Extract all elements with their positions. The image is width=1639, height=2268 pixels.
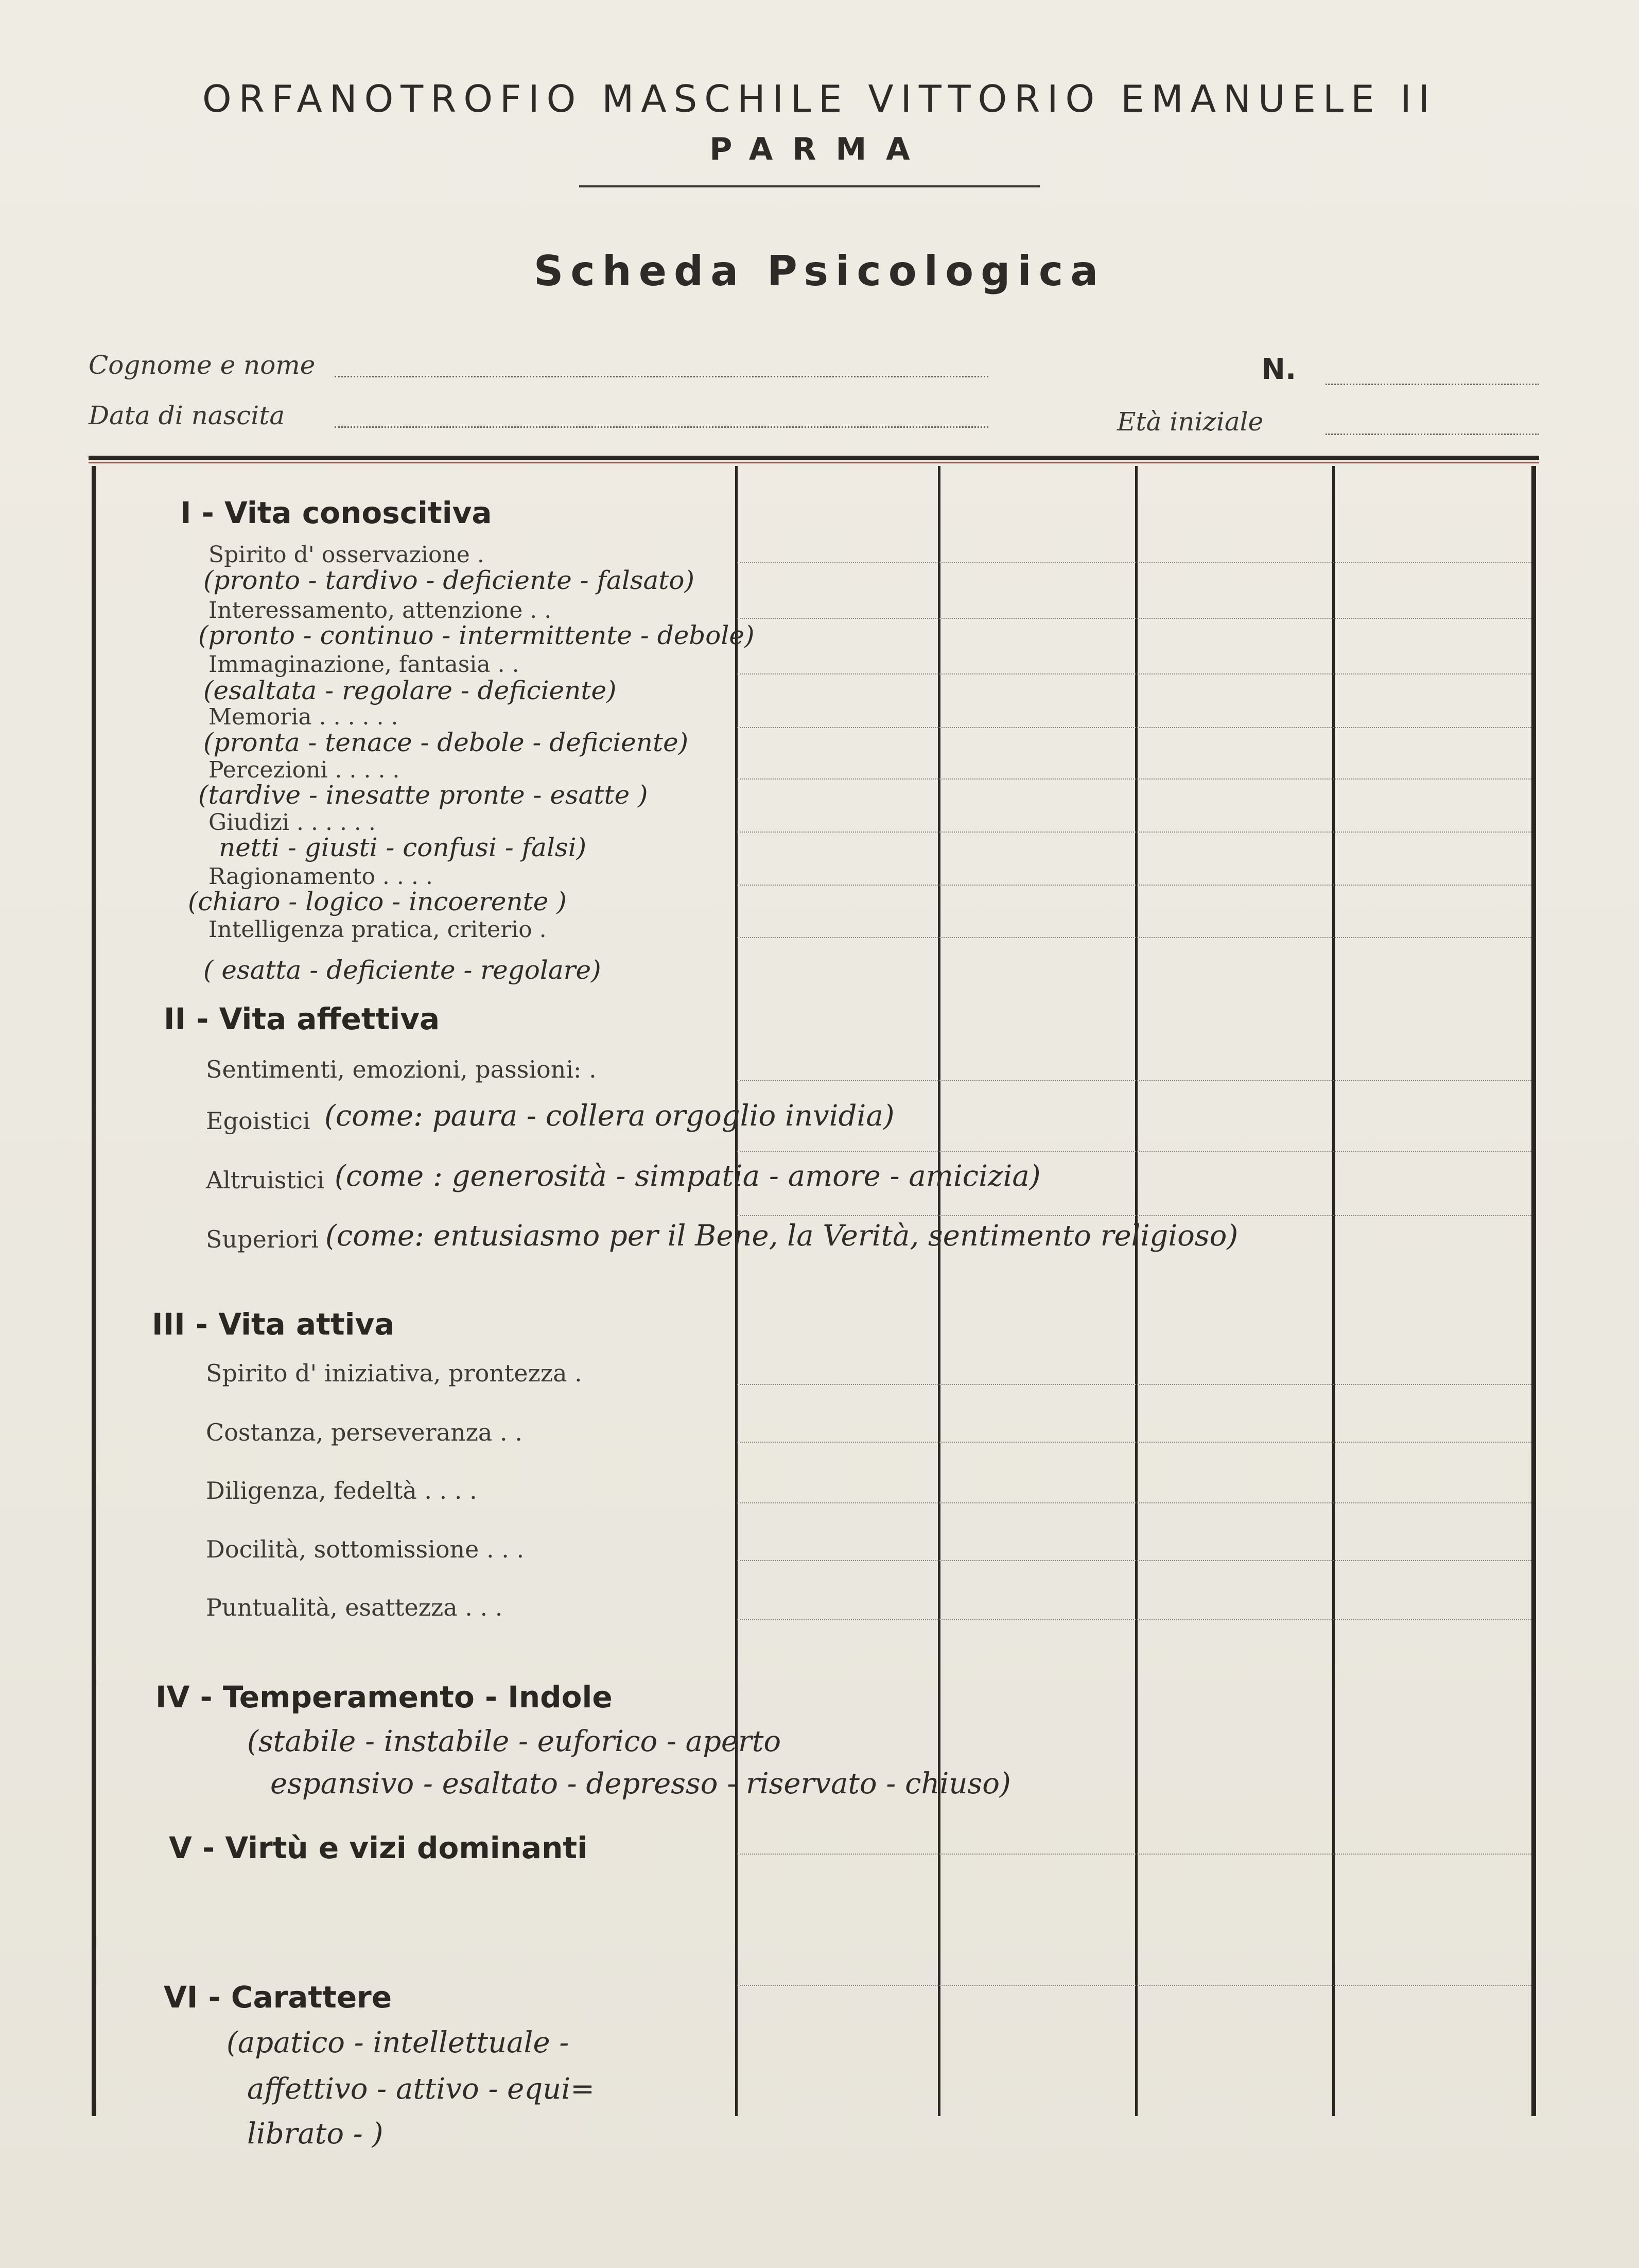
s1-item-label: Percezioni . . . . . [208,757,400,783]
s1-item-label: Memoria . . . . . . [208,704,398,730]
s1-item-note[interactable]: (esaltata - regolare - deficiente) [203,676,617,705]
s1-item-note[interactable]: (tardive - inesatte pronte - esatte ) [198,780,648,810]
section-4-title: IV - Temperamento - Indole [155,1680,613,1715]
row-line [737,618,1531,619]
age-label: Età iniziale [1117,407,1264,437]
section-2-title: II - Vita affettiva [164,1001,440,1036]
s1-item-label: Ragionamento . . . . [208,863,433,890]
s4-note-line-2[interactable]: espansivo - esaltato - depresso - riservato - chiuso) [270,1767,1011,1800]
table-top-border [89,456,1539,460]
row-line [737,832,1531,833]
s4-note-line-1[interactable]: (stabile - instabile - euforico - aperto [247,1725,781,1758]
s3-item-label: Docilità, sottomissione . . . [206,1535,525,1563]
row-line [737,1080,1531,1081]
row-line [737,1985,1531,1986]
row-line [737,885,1531,886]
table-right-border [1531,466,1536,2116]
name-label: Cognome e nome [89,350,316,380]
number-field[interactable] [1326,384,1539,385]
s1-item-note[interactable]: netti - giusti - confusi - falsi) [219,833,587,862]
row-line [737,937,1531,938]
row-line [737,1502,1531,1503]
institution-name: ORFANOTROFIO MASCHILE VITTORIO EMANUELE II [202,77,1437,120]
number-label: N. [1261,353,1297,386]
row-line [737,778,1531,780]
header-rule [579,185,1040,187]
s3-item-label: Spirito d' iniziativa, prontezza . [206,1359,582,1387]
column-divider-4 [1332,466,1335,2116]
column-divider-2 [938,466,940,2116]
s1-item-note[interactable]: (pronta - tenace - debole - deficiente) [203,728,689,757]
column-divider-1 [735,466,738,2116]
row-line [737,1854,1531,1855]
birth-label: Data di nascita [89,401,285,430]
row-line [737,1151,1531,1152]
birth-field[interactable] [335,426,988,428]
row-line [737,673,1531,674]
s2-item-note[interactable]: (come: paura - collera orgoglio invidia) [324,1099,895,1133]
table-left-border [92,466,96,2116]
s2-item-note[interactable]: (come: entusiasmo per il Bene, la Verità, sentimento religioso) [325,1219,1239,1253]
name-field[interactable] [335,376,988,377]
column-divider-3 [1135,466,1138,2116]
row-line [737,727,1531,728]
table-top-accent [89,462,1539,463]
s1-item-label: Spirito d' osservazione . [208,542,484,568]
s1-item-note[interactable]: (pronto - continuo - intermittente - debole) [198,620,755,650]
s2-item-note[interactable]: (come : generosità - simpatia - amore - amicizia) [335,1159,1041,1193]
row-line [737,1384,1531,1385]
s2-item-label: Superiori [206,1225,319,1253]
s1-item-label: Interessamento, attenzione . . [208,597,552,624]
s3-item-label: Diligenza, fedeltà . . . . [206,1477,477,1504]
s1-item-note[interactable]: ( esatta - deficiente - regolare) [203,955,601,985]
age-field[interactable] [1326,434,1539,435]
page-title: Scheda Psicologica [533,247,1106,295]
section-3-title: III - Vita attiva [152,1307,395,1342]
s1-item-note[interactable]: (pronto - tardivo - deficiente - falsato) [203,565,695,595]
s1-item-label: Giudizi . . . . . . [208,809,376,836]
s1-item-label: Immaginazione, fantasia . . [208,651,519,678]
section-6-title: VI - Carattere [164,1980,392,2015]
city-name: PARMA [709,131,930,167]
s1-item-label: Intelligenza pratica, criterio . [208,916,547,943]
s3-item-label: Costanza, perseveranza . . [206,1418,522,1446]
row-line [737,1442,1531,1443]
s2-intro: Sentimenti, emozioni, passioni: . [206,1055,597,1083]
section-5-title: V - Virtù e vizi dominanti [169,1830,587,1865]
s1-item-note[interactable]: (chiaro - logico - incoerente ) [188,887,567,916]
s2-item-label: Altruistici [206,1166,325,1194]
s2-item-label: Egoistici [206,1107,310,1135]
s3-item-label: Puntualità, esattezza . . . [206,1594,503,1621]
s6-note-line-2[interactable]: affettivo - attivo - equi= [247,2072,595,2106]
s6-note-line-1[interactable]: (apatico - intellettuale - [226,2026,569,2059]
section-1-title: I - Vita conoscitiva [180,495,492,530]
row-line [737,1560,1531,1561]
row-line [737,562,1531,563]
row-line [737,1215,1531,1216]
row-line [737,1619,1531,1620]
s6-note-line-3[interactable]: librato - ) [247,2117,383,2151]
